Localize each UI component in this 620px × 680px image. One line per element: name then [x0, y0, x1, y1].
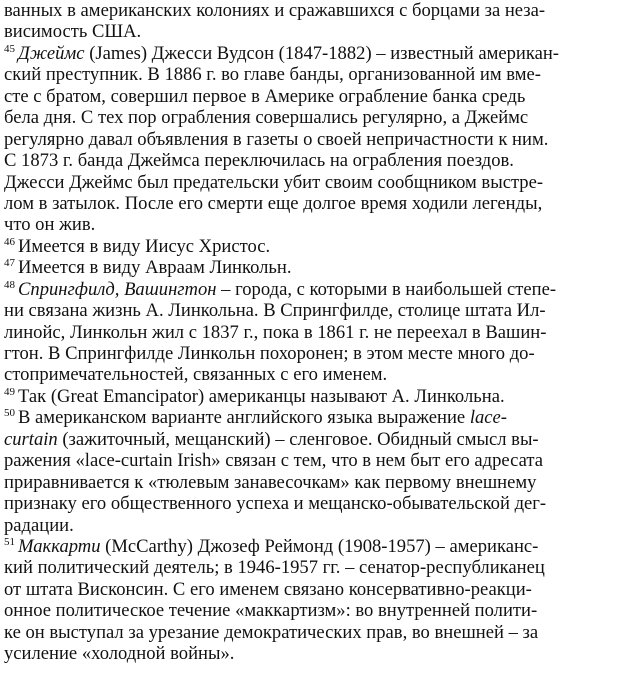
- text-segment: бела дня. С тех пор ограбления совершались регулярно, а Джеймс: [4, 107, 529, 129]
- footnote-number: 48: [4, 278, 15, 291]
- text-segment: линойс, Линкольн жил с 1837 г., пока в 1861 г. не переехал в Вашин-: [4, 321, 547, 343]
- footnote-number: 51: [4, 535, 15, 548]
- footnote-term: Маккарти: [18, 535, 101, 557]
- text-line: [4, 43, 616, 64]
- text-segment: (зажиточный, мещанский) – сленговое. Обидный смысл вы-: [57, 428, 539, 450]
- text-line: [4, 557, 616, 578]
- text-segment: Имеется в виду Иисус Христос.: [18, 235, 271, 257]
- footnote-number: 47: [4, 257, 15, 270]
- text-line: [4, 643, 616, 664]
- text-line: [4, 536, 616, 557]
- text-segment: регулярно давал объявления в газеты о своей непричастности к ним.: [4, 128, 549, 150]
- footnote-number: 45: [4, 42, 15, 55]
- text-segment: ский преступник. В 1886 г. во главе банды, организованной им вме-: [4, 64, 541, 86]
- text-line: [4, 386, 616, 407]
- text-segment: Имеется в виду Авраам Линкольн.: [18, 257, 292, 279]
- text-line: [4, 343, 616, 364]
- text-segment: висимость США.: [4, 21, 142, 43]
- footnote-number: 46: [4, 235, 15, 248]
- text-segment: ке он выступал за урезание демократических прав, во внешней – за: [4, 621, 539, 643]
- text-line: [4, 129, 616, 150]
- footnote-term: Джеймс: [18, 42, 85, 64]
- text-segment: кий политический деятель; в 1946-1957 гг. – сенатор-республиканец: [4, 557, 545, 579]
- text-segment: стопримечательностей, связанных с его именем.: [4, 364, 388, 386]
- text-line: [4, 236, 616, 257]
- text-segment: гтон. В Спрингфилде Линкольн похоронен; в этом месте много до-: [4, 343, 535, 364]
- text-line: [4, 622, 616, 643]
- text-line: [4, 107, 616, 128]
- text-segment: ни связана жизнь А. Линкольна. В Спрингфилде, столице штата Ил-: [4, 300, 546, 322]
- text-line: [4, 364, 616, 385]
- text-segment: Джесси Джеймс был предательски убит своим сообщником выстре-: [4, 171, 544, 193]
- text-segment: что он жив.: [4, 214, 96, 236]
- text-line: [4, 450, 616, 471]
- text-line: [4, 515, 616, 536]
- text-segment: С 1873 г. банда Джеймса переключилась на ограбления поездов.: [4, 150, 514, 172]
- footnotes-text-block: [4, 0, 616, 665]
- text-segment: онное политическое течение «маккартизм»: во внутренней полити-: [4, 600, 538, 622]
- text-line: [4, 600, 616, 621]
- text-line: [4, 21, 616, 42]
- text-segment: Так (Great Emancipator) американцы называют А. Линкольна.: [18, 385, 505, 407]
- text-segment: (McCarthy) Джозеф Реймонд (1908-1957) – американс-: [100, 535, 539, 557]
- text-segment: (James) Джесси Вудсон (1847-1882) – известный американ-: [84, 42, 559, 64]
- text-line: [4, 493, 616, 514]
- text-segment: усиление «холодной войны».: [4, 643, 235, 665]
- text-line: [4, 86, 616, 107]
- text-line: [4, 429, 616, 450]
- text-segment: ванных в американских колониях и сражавшихся с борцами за неза-: [4, 0, 546, 21]
- footnote-number: 49: [4, 385, 15, 398]
- text-line: [4, 64, 616, 85]
- text-line: [4, 407, 616, 428]
- text-segment: – города, с которыми в наибольшей степе-: [216, 278, 557, 300]
- text-segment: от штата Висконсин. С его именем связано консервативно-реакци-: [4, 578, 532, 600]
- text-segment: приравнивается к «тюлевым занавесочкам» как первому внешнему: [4, 471, 537, 493]
- text-segment: сте с братом, совершил первое в Америке ограбление банка средь: [4, 85, 526, 107]
- text-segment: признаку его общественного успеха и мещанско-обывательской дег-: [4, 493, 547, 515]
- footnote-term: Спрингфилд, Вашингтон: [18, 278, 217, 300]
- text-line: [4, 193, 616, 214]
- text-line: [4, 322, 616, 343]
- text-segment: лом в затылок. После его смерти еще долгое время ходили легенды,: [4, 192, 543, 214]
- text-line: [4, 0, 616, 21]
- text-segment: радации.: [4, 514, 74, 536]
- text-line: [4, 279, 616, 300]
- text-line: [4, 300, 616, 321]
- text-line: [4, 150, 616, 171]
- text-segment: В американском варианте английского языка выражение: [18, 407, 470, 429]
- text-line: [4, 257, 616, 278]
- footnote-term: lace-: [469, 407, 507, 429]
- text-line: [4, 579, 616, 600]
- footnote-term: curtain: [4, 428, 58, 450]
- text-line: [4, 214, 616, 235]
- text-segment: ражения «lace-curtain Irish» связан с тем, что в нем быт его адресата: [4, 450, 543, 472]
- footnote-number: 50: [4, 407, 15, 420]
- text-line: [4, 472, 616, 493]
- text-line: [4, 172, 616, 193]
